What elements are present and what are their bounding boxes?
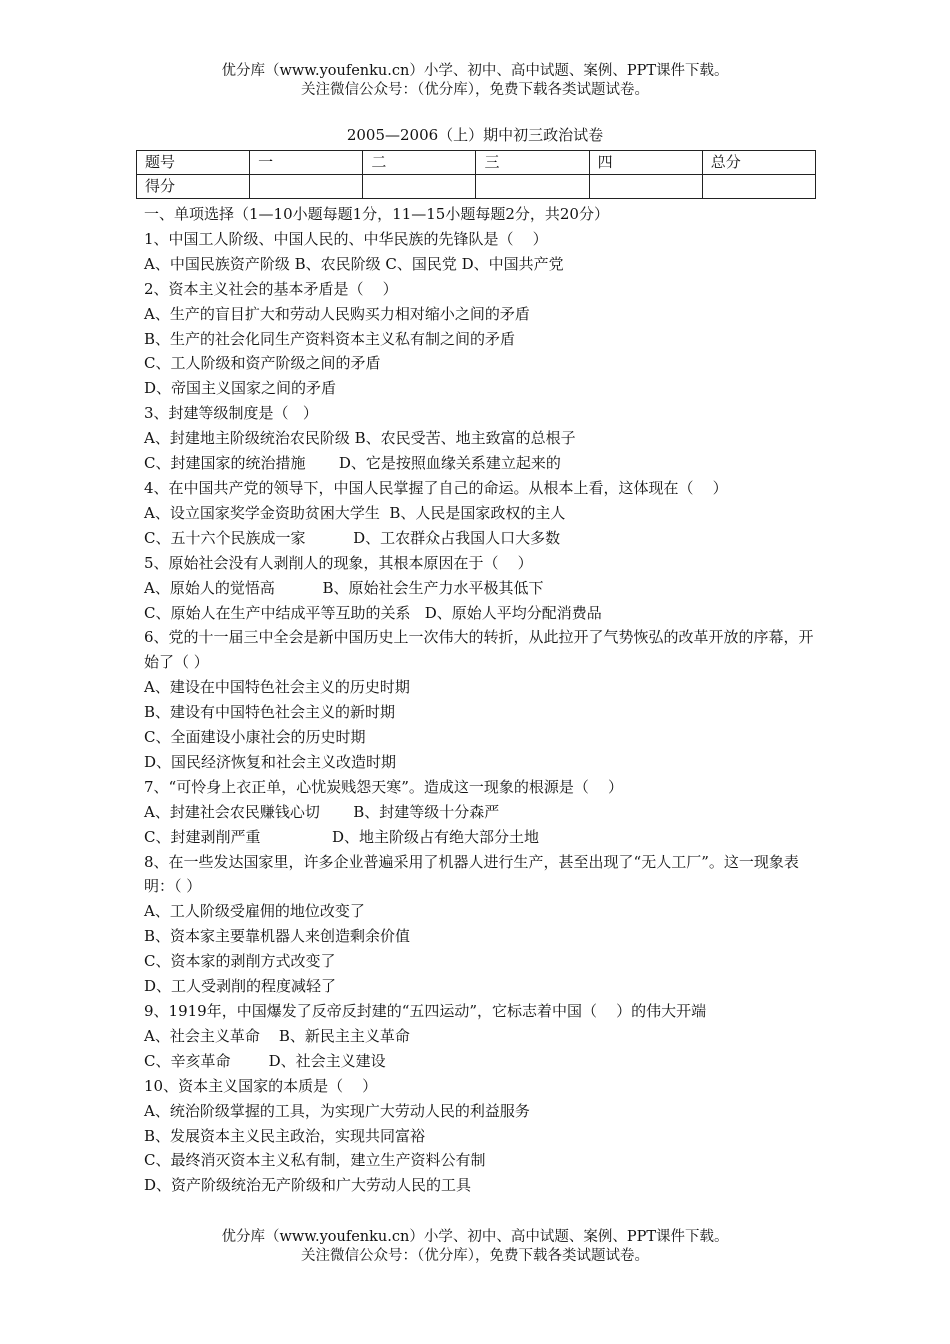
section-heading: 一、单项选择（1—10小题每题1分，11—15小题每题2分，共20分）: [144, 205, 609, 223]
answer-options: C、封建国家的统治措施 D、它是按照血缘关系建立起来的: [144, 454, 561, 473]
answer-options: A、原始人的觉悟高 B、原始社会生产力水平极其低下: [144, 578, 544, 597]
answer-option: C、最终消灭资本主义私有制，建立生产资料公有制: [144, 1151, 486, 1170]
answer-option: B、生产的社会化同生产资料资本主义私有制之间的矛盾: [144, 329, 516, 348]
header-line-1: 优分库（www.youfenku.cn）小学、初中、高中试题、案例、PPT课件下载。: [221, 63, 729, 79]
score-cell: [250, 175, 363, 199]
answer-option: D、资产阶级统治无产阶级和广大劳动人民的工具: [144, 1176, 472, 1195]
question-text: 3、封建等级制度是（ ）: [144, 404, 318, 423]
exam-title: 2005—2006（上）期中初三政治试卷: [346, 126, 604, 144]
answer-option: C、资本家的剥削方式改变了: [144, 952, 336, 971]
answer-options: A、社会主义革命 B、新民主主义革命: [144, 1026, 410, 1045]
question-text: 6、党的十一届三中全会是新中国历史上一次伟大的转折，从此拉开了气势恢弘的改革开放的序幕，开始了（ ）: [144, 628, 814, 672]
answer-options: A、设立国家奖学金资助贫困大学生 B、人民是国家政权的主人: [144, 503, 566, 522]
score-cell: 三: [476, 151, 589, 175]
answer-options: C、封建剥削严重 D、地主阶级占有绝大部分土地: [144, 827, 540, 846]
score-cell: 二: [363, 151, 476, 175]
answer-option: B、资本家主要靠机器人来创造剩余价值: [144, 927, 411, 946]
answer-options: A、封建地主阶级统治农民阶级 B、农民受苦、地主致富的总根子: [144, 429, 576, 448]
question-text: 9、1919年，中国爆发了反帝反封建的“五四运动”，它标志着中国（ ）的伟大开端: [144, 1002, 707, 1020]
answer-options: C、原始人在生产中结成平等互助的关系 D、原始人平均分配消费品: [144, 603, 602, 622]
question-text: 2、资本主义社会的基本矛盾是（ ）: [144, 279, 398, 298]
score-cell: 得分: [137, 175, 250, 199]
answer-option: C、全面建设小康社会的历史时期: [144, 728, 366, 747]
question-text: 1、中国工人阶级、中国人民的、中华民族的先锋队是（ ）: [144, 229, 548, 248]
answer-options: A、封建社会农民赚钱心切 B、封建等级十分森严: [144, 802, 500, 821]
answer-options: C、五十六个民族成一家 D、工农群众占我国人口大多数: [144, 528, 561, 547]
answer-option: B、建设有中国特色社会主义的新时期: [144, 703, 396, 722]
answer-option: C、工人阶级和资产阶级之间的矛盾: [144, 354, 381, 373]
answer-option: A、生产的盲目扩大和劳动人民购买力相对缩小之间的矛盾: [144, 304, 530, 323]
question-text: 10、资本主义国家的本质是（ ）: [144, 1076, 378, 1095]
header-line-2: 关注微信公众号：（优分库），免费下载各类试题试卷。: [301, 82, 649, 98]
score-table-score-row: [137, 175, 816, 199]
question-text: 4、在中国共产党的领导下，中国人民掌握了自己的命运。从根本上看，这体现在（ ）: [144, 478, 728, 497]
score-table-header-row: [137, 151, 816, 175]
answer-option: A、统治阶级掌握的工具，为实现广大劳动人民的利益服务: [144, 1101, 530, 1120]
score-cell: [589, 175, 702, 199]
score-table: [136, 150, 816, 199]
question-text: 7、“可怜身上衣正单，心忧炭贱怨天寒”。造成这一现象的根源是（ ）: [144, 777, 623, 796]
page-footer: [0, 1228, 950, 1266]
score-cell: 一: [250, 151, 363, 175]
answer-option: A、建设在中国特色社会主义的历史时期: [144, 678, 410, 697]
answer-option: B、发展资本主义民主政治，实现共同富裕: [144, 1126, 426, 1145]
exam-body: [144, 202, 819, 1198]
answer-option: D、国民经济恢复和社会主义改造时期: [144, 752, 397, 771]
answer-options: C、辛亥革命 D、社会主义建设: [144, 1051, 386, 1070]
answer-options: A、中国民族资产阶级 B、农民阶级 C、国民党 D、中国共产党: [144, 254, 564, 273]
page-header: [0, 62, 950, 100]
score-cell: [476, 175, 589, 199]
footer-line-2: 关注微信公众号：（优分库），免费下载各类试题试卷。: [301, 1248, 649, 1264]
score-cell: [702, 175, 815, 199]
answer-option: A、工人阶级受雇佣的地位改变了: [144, 902, 365, 921]
question-text: 5、原始社会没有人剥削人的现象，其根本原因在于（ ）: [144, 553, 533, 572]
score-cell: 总分: [702, 151, 815, 175]
answer-option: D、工人受剥削的程度减轻了: [144, 977, 337, 996]
score-cell: 四: [589, 151, 702, 175]
footer-line-1: 优分库（www.youfenku.cn）小学、初中、高中试题、案例、PPT课件下载。: [221, 1229, 729, 1245]
score-cell: 题号: [137, 151, 250, 175]
score-cell: [363, 175, 476, 199]
question-text: 8、在一些发达国家里，许多企业普遍采用了机器人进行生产，甚至出现了“无人工厂”。这一现象表明：（ ）: [144, 852, 799, 896]
answer-option: D、帝国主义国家之间的矛盾: [144, 379, 337, 398]
